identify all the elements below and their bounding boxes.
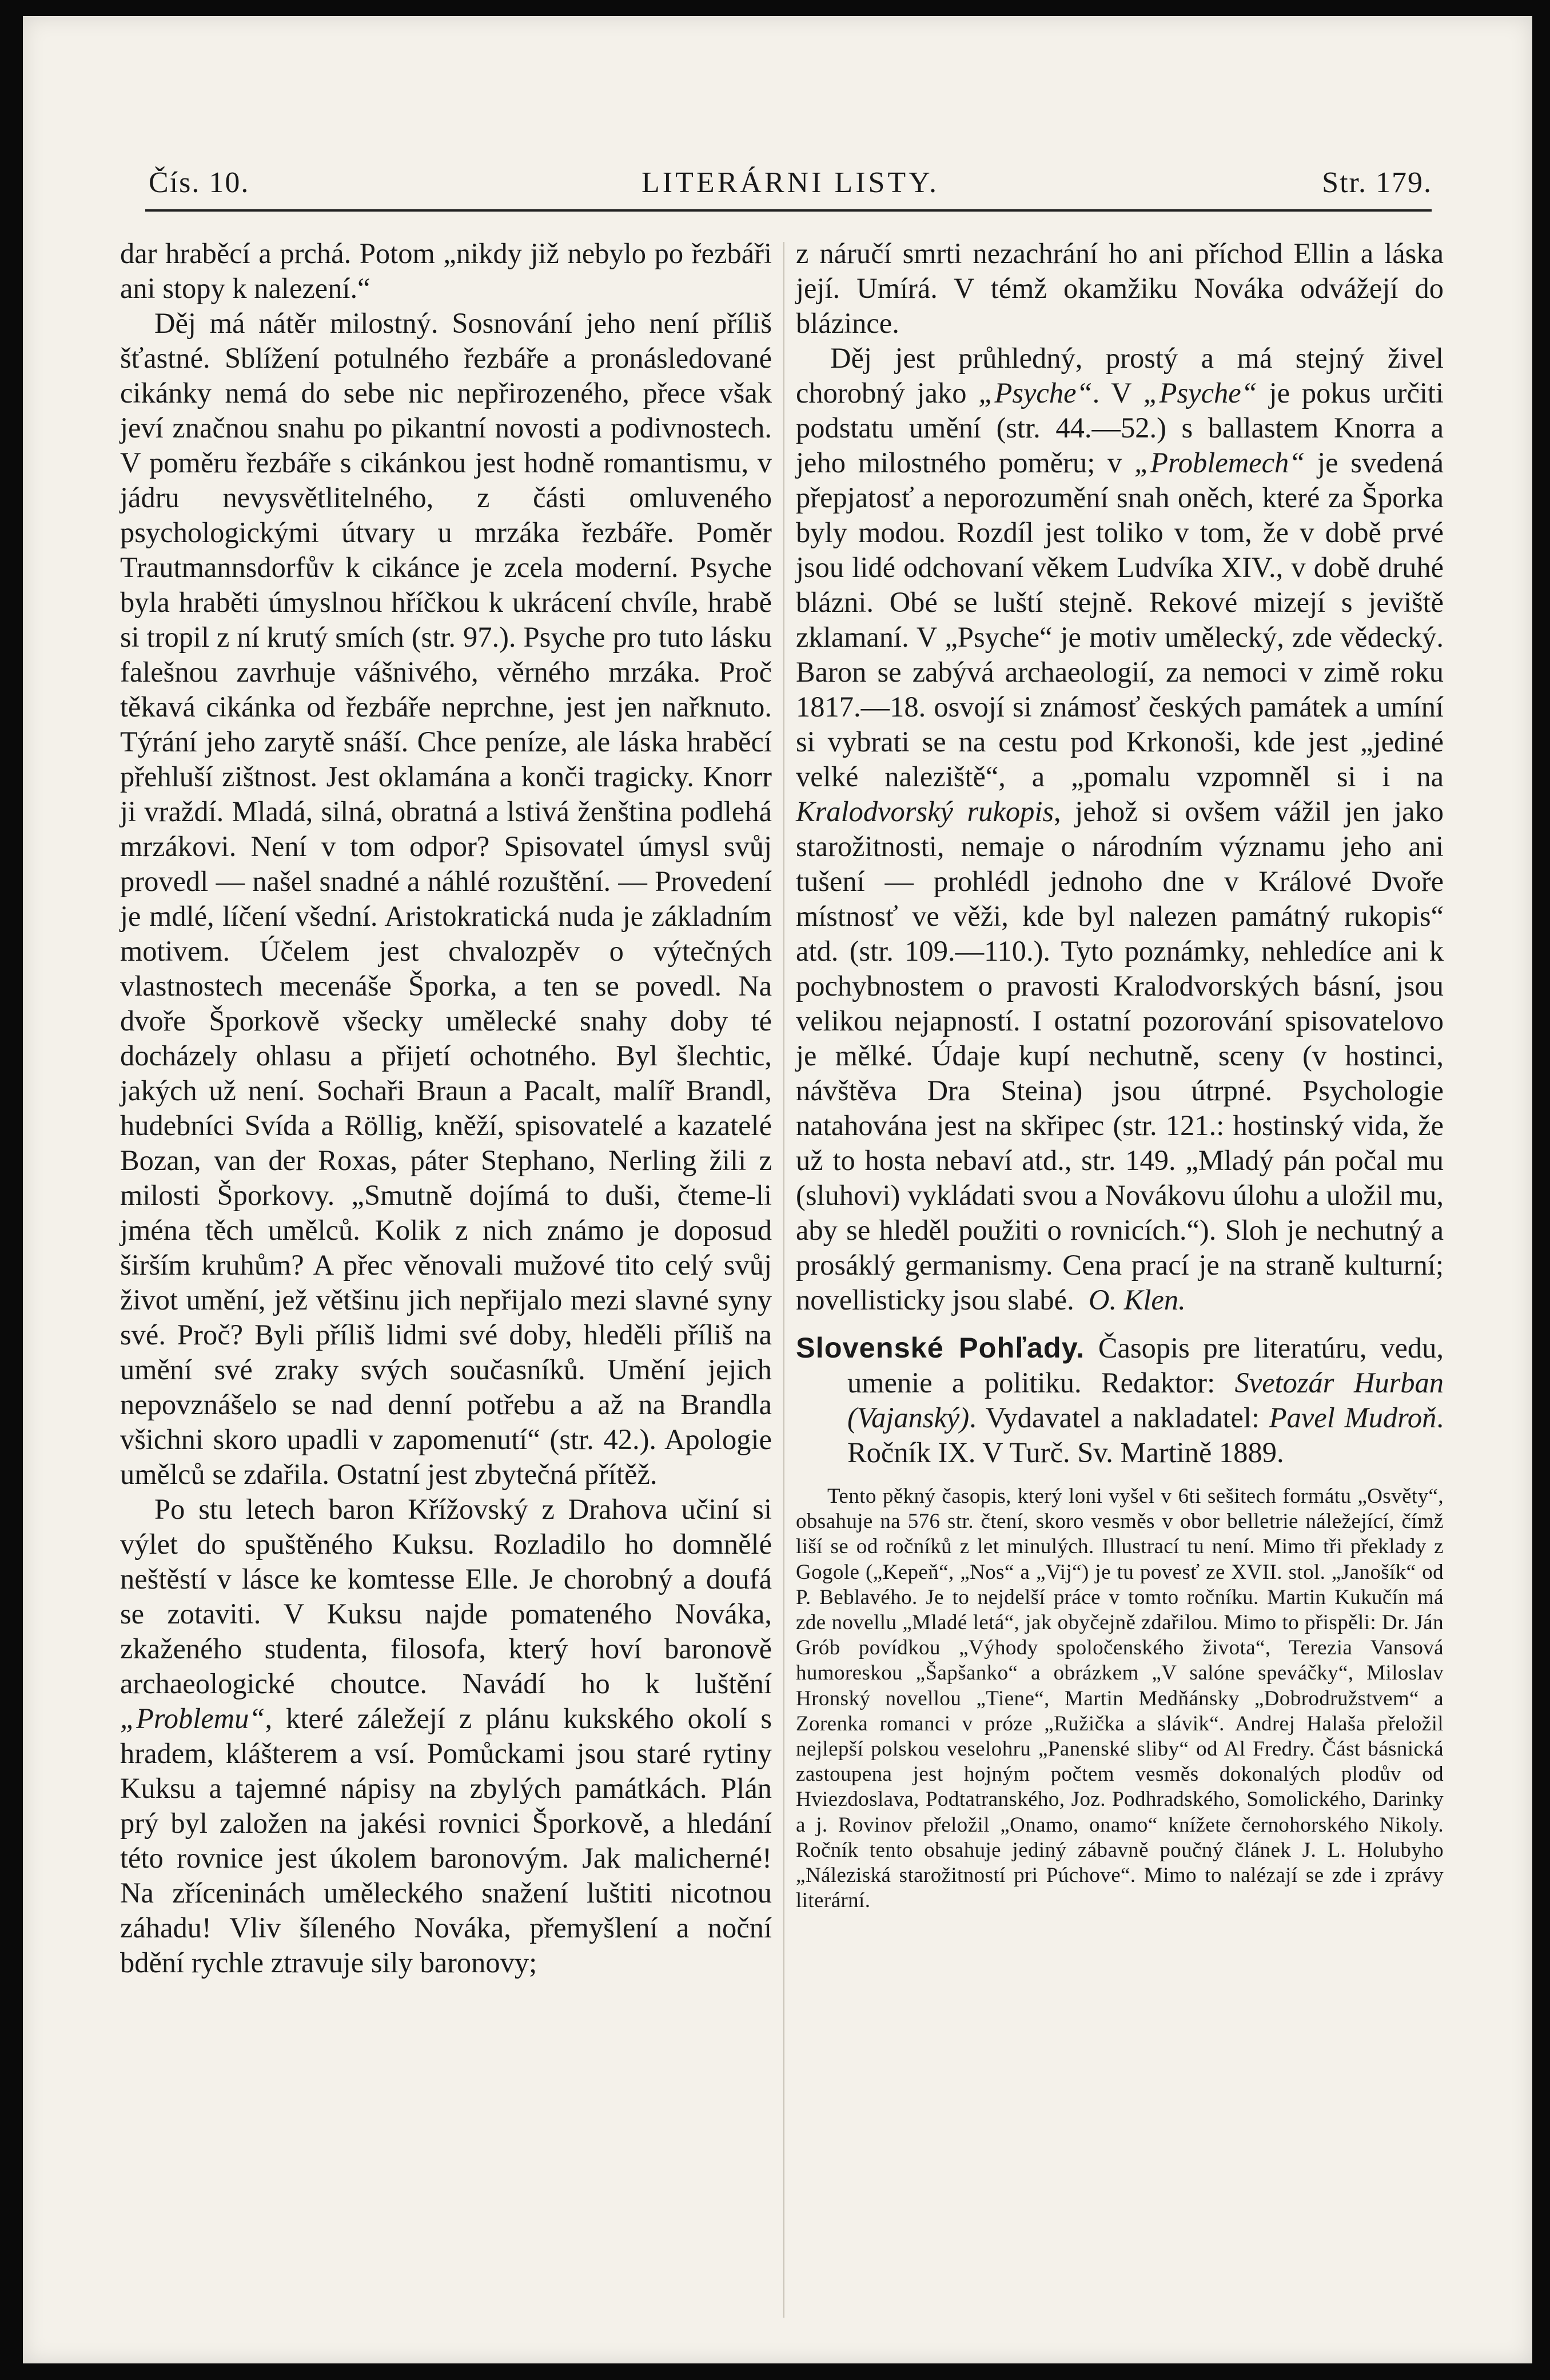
- text-run: . Vydavatel a nakladatel:: [969, 1402, 1269, 1434]
- review-body: Tento pěkný časopis, který loni vyšel v 6ti sešitech formátu „Osvěty“, obsahuje na 576 str. čtení, skoro vesměs v obor belletrie náležející, čímž liší se od ročníků z let minulých. Illustrací tu není. Mimo tři překlady z Gogole („Kepeň“, „Nos“ a „Vij“) je tu povesť ze XVII. stol. „Janošík“ od P. Beblavého. Je to nejdelší práce v tomto ročníku. Martin Kukučín má zde novellu „Mladé letá“, jak obyčejně zdařilou. Mimo to přispěli: Dr. Ján Grób povídkou „Výhody spoločenského života“, Terezia Vansová humoreskou „Šapšanko“ a obrázkem „V salóne speváčky“, Miloslav Hronský novellou „Tiene“, Martin Medňánsky „Dobrodružstvem“ a Zorenka romanci v próze „Ružička a slávik“. Andrej Halaša přeložil nejlepší polskou veselohru „Panenské sliby“ od Al Fredry. Část básnická zastoupena jest hojným počtem vesměs dokonalých plodův od Hviezdoslava, Podtatranského, Joz. Podhradského, Somolického, Darinky a j. Rovinov přeložil „Onamo, onamo“ knížete černohorského Nikoly. Ročník tento obsahuje jediný zábavně poučný článek J. L. Holubyho „Náleziská starožitností pri Púchove“. Mimo to nalézají se zde i zprávy literární.: [796, 1484, 1444, 1913]
- header-rule: [145, 209, 1432, 212]
- paragraph: dar hraběcí a prchá. Potom „nikdy již nebylo po řezbáři ani stopy k nalezení.“: [120, 237, 772, 304]
- text-run: . V: [1092, 377, 1143, 409]
- publisher-name: Pavel Mudroň: [1269, 1402, 1437, 1434]
- text-run: , které záležejí z plánu kukského okolí s hradem, klášterem a vsí. Pomůckami jsou staré rytiny Kuksu a tajemné nápisy na zbylých památkách. Plán prý byl založen na jakési rovnici Šporkově, a hledání této rovnice jest úkolem baronovým. Jak malicherné! Na zříceninách uměleckého snažení luštiti nicotnou záhadu! Vliv šíleného Nováka, přemyšlení a noční bdění rychle ztravuje sily baronovy;: [120, 1702, 772, 1979]
- right-column: [796, 236, 1444, 1913]
- paragraph: z náručí smrti nezachrání ho ani příchod Ellin a láska její. Umírá. V témž okamžiku Nováka odvážejí do blázince.: [796, 237, 1444, 339]
- text-run: Děj jest průhledný, prostý a má stejný živel chorobný jako: [796, 342, 1444, 409]
- column-divider: [783, 242, 784, 2318]
- paragraph: [796, 341, 1444, 1318]
- paragraph: [120, 1492, 772, 1980]
- review-heading: [796, 1330, 1444, 1470]
- editor-name: Svetozár Hurban (Vajanský): [847, 1367, 1444, 1434]
- work-title: „Problemu“: [120, 1702, 265, 1734]
- text-run: Po stu letech baron Křížovský z Drahova učiní si výlet do spuštěného Kuksu. Rozladilo ho domnělé neštěstí v lásce ke komtesse Elle. Je chorobný a doufá se zotaviti. V Kuksu najde pomateného Nováka, zkaženého studenta, filosofa, který hoví baronově archaeologické choutce. Navádí ho k luštění: [120, 1493, 772, 1700]
- paragraph: Děj má nátěr milostný. Sosnování jeho není příliš šťastné. Sblížení potulného řezbáře a pronásledované cikánky nemá do sebe nic nepřirozeného, přece však jeví značnou snahu po pikantní novosti a podivnostech. V poměru řezbáře s cikánkou jest hodně romantismu, v jádru nevysvětlitelného, z části omluveného psychologickými útvary u mrzáka řezbáře. Poměr Trautmannsdorfův k cikánce je zcela moderní. Psyche byla hraběti úmyslnou hříčkou k ukrácení chvíle, hrabě si tropil z ní krutý smích (str. 97.). Psyche pro tuto lásku falešnou zavrhuje vášnivého, věrného mrzáka. Proč těkavá cikánka od řezbáře neprchne, jest jen nařknuto. Týrání jeho zarytě snáší. Chce peníze, ale láska hraběcí přehluší zištnost. Jest oklamána a konči tragicky. Knorr ji vraždí. Mladá, silná, obratná a lstivá ženština podlehá mrzákovi. Není v tom odpor? Spisovatel úmysl svůj provedl — našel snadné a náhlé rozuštění. — Provedení je mdlé, líčení všední. Aristokratická nuda je základním motivem. Účelem jest chvalozpěv o výtečných vlastnostech mecenáše Šporka, a ten se povedl. Na dvoře Šporkově všecky umělecké snahy doby té docházely ohlasu a přijetí ochotného. Byl šlechtic, jakých už není. Sochaři Braun a Pacalt, malíř Brandl, hudebníci Svída a Röllig, kněží, spisovatelé a kazatelé Bozan, van der Roxas, páter Stephano, Nerling žili z milosti Šporkovy. „Smutně dojímá to duši, čteme-li jména těch umělců. Kolik z nich známo je doposud širším kruhům? A přec věnovali mužové tito celý svůj život umění, jež většinu jich nepřijalo mezi slavné syny své. Proč? Byli příliš lidmi své doby, hleděli příliš na umění své zraky svých současníků. Umění jejich nepovznášelo se nad denní potřebu a až na Brandla všichni skoro upadli v zapomenutí“ (str. 42.). Apologie umělců se zdařila. Ostatní jest zbytečná přítěž.: [120, 307, 772, 1490]
- work-title: „Problemech“: [1134, 447, 1305, 479]
- work-title: „Psyche“: [978, 377, 1093, 409]
- text-run: Časopis pre literatúru, vedu, umenie a politiku. Redaktor:: [847, 1332, 1444, 1399]
- work-title: „Psyche“: [1143, 377, 1257, 409]
- page-header: [149, 166, 1432, 206]
- text-run: je svedená přepjatosť a neporozumění snah oněch, které za Šporka byly modou. Rozdíl jest toliko v tom, že v době prvé jsou lidé odchovaní věkem Ludvíka XIV., v době druhé blázni. Obé se luští stejně. Rekové mizejí s jeviště zklamaní. V „Psyche“ je motiv umělecký, zde vědecký. Baron se zabývá archaeologií, za nemoci v zimě roku 1817.—18. osvojí si známosť českých památek a umíní si vybrati se na cestu pod Krkonoši, kde jest „jediné velké naleziště“, a „pomalu vzpomněl si i na: [796, 447, 1444, 793]
- page-number: Str. 179.: [1322, 166, 1432, 199]
- left-column: [120, 236, 772, 1980]
- journal-title: LITERÁRNI LISTY.: [641, 166, 939, 199]
- publication-name: Slovenské Pohľady.: [796, 1331, 1085, 1364]
- issue-number: Čís. 10.: [149, 166, 250, 199]
- work-title: Kralodvorský rukopis: [796, 795, 1054, 827]
- author-signature: O. Klen.: [1088, 1284, 1186, 1316]
- text-run: je pokus určiti podstatu umění (str. 44.—52.) s ballastem Knorra a jeho milostného poměru; v: [796, 377, 1444, 479]
- text-run: . Ročník IX. V Turč. Sv. Martině 1889.: [847, 1402, 1444, 1468]
- newspaper-page: [23, 16, 1532, 2363]
- text-run: , jehož si ovšem vážil jen jako starožitnosti, nemaje o národním významu jeho ani tušení — prohlédl jednoho dne v Králové Dvoře místnosť ve věži, kde byl nalezen památný rukopis“ atd. (str. 109.—110.). Tyto poznámky, nehledíce ani k pochybnostem o pravosti Kralodvorských básní, jsou velikou nejapností. I ostatní pozorování spisovatelovo je mělké. Údaje kupí nechutně, sceny (v hostinci, návštěva Dra Steina) jsou útrpné. Psychologie natahována jest na skřipec (str. 121.: hostinský vida, že už to hosta nebaví atd., str. 149. „Mladý pán počal mu (sluhovi) vykládati svou a Novákovu úlohu a uložil mu, aby se hleděl použiti o rovnicích.“). Sloh je nechutný a prosáklý germanismy. Cena prací je na straně kulturní; novellisticky jsou slabé.: [796, 795, 1444, 1316]
